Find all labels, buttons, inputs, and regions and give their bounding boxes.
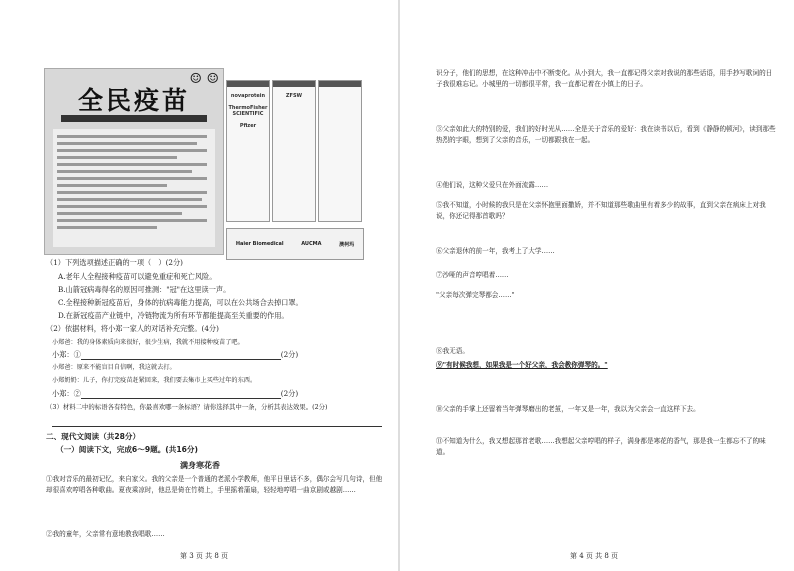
dialogue-line-5 — [52, 389, 298, 399]
dialogue-line-4: 小郑奶奶：儿子，你打完疫苗赶紧回来，我们要去集市上买些过年的东西。 — [52, 377, 257, 384]
dialogue-line-2-score: (2分) — [280, 350, 299, 359]
poster-banner: 全民疫苗 — [77, 86, 190, 115]
logo-haier: Haier Biomedical — [235, 241, 284, 247]
answer-blank-1[interactable] — [81, 351, 281, 360]
section-heading: 二、现代文阅读（共28分） — [46, 432, 141, 441]
dialogue-line-5-score: (2分) — [280, 389, 299, 398]
essay-title: 满身寒花香 — [180, 460, 220, 470]
answer-blank-2[interactable] — [81, 390, 281, 399]
essay-paragraph-1: ①我对音乐的最初记忆，来自家父。我的父亲是一个普通的老派小学教师，他平日里话不多，偶尔会写几句诗，但他却很喜欢哼唱各种歌曲。夏夜乘凉时，他总是倚在竹椅上，手里摇着蒲扇，轻轻地哼唱一曲京剧或越剧…… — [46, 475, 383, 494]
essay-paragraph-2: ②我的童年，父亲常有意地教我唱歌…… — [46, 530, 165, 538]
logo-thermofisher: ThermoFisher SCIENTIFIC — [228, 105, 268, 117]
chain-column-1 — [226, 80, 270, 222]
poster-body — [53, 129, 215, 247]
dialogue-line-2 — [52, 350, 298, 360]
logo-pfizer: Pfizer — [239, 123, 257, 129]
option-c: C.全程接种新冠疫苗后，身体的抗病毒能力提高，可以在公共场合去掉口罩。 — [58, 298, 303, 307]
right-page — [400, 0, 794, 571]
question-3: （3）材料二中的标语各有特色，你最喜欢哪一条标语？请你选择其中一条，分析其表达效果。(2分) — [46, 403, 328, 411]
option-b: B.山箭冠病毒得名的原因可推测："冠"在这里读一声。 — [58, 285, 231, 294]
essay-paragraph-7: ⑦沙哑的声音哼唱着…… — [436, 271, 509, 279]
poster-subtitle-bar — [61, 115, 207, 122]
essay-paragraph-6: ⑥父亲退休的前一年，我考上了大学…… — [436, 247, 555, 255]
essay-paragraph-10: ⑩父亲的手掌上还留着当年弹琴磨出的老茧，一年又是一年，我以为父亲会一直这样下去。 — [436, 405, 700, 413]
essay-quote-1: "父亲每次弹完琴都会……" — [436, 291, 515, 299]
cold-chain-logos — [226, 228, 364, 260]
page-number-left: 第 3 页 共 8 页 — [180, 552, 229, 560]
chain-column-3-header — [319, 81, 361, 87]
essay-paragraph-5: ⑤我不知道，小时候的我只是在父亲怀抱里面撒娇，并不知道那些歌曲里有着多少的故事，直到父亲在病床上对我说，你还记得那首歌吗？ — [436, 201, 766, 220]
chain-column-2 — [272, 80, 316, 222]
poster-text-lines — [55, 131, 211, 243]
logo-aucma-cn: 澳柯玛 — [339, 241, 355, 248]
subsection-heading: （一）阅读下文，完成6～9题。(共16分) — [56, 445, 198, 454]
logo-aucma: AUCMA — [301, 241, 322, 247]
essay-paragraph-9: ⑨"有时候我想，如果我是一个好父亲，我会教你弹琴的。" — [436, 361, 608, 369]
question-1: （1）下列选项描述正确的一项（ ）(2分) — [46, 258, 183, 267]
industry-chain-chart — [226, 80, 362, 260]
poster-figures-icon: ☺ ☺ — [189, 71, 219, 87]
essay-paragraph-4: ④他们说，这种父爱只在外面流露…… — [436, 181, 549, 189]
essay-paragraph-8: ⑧我无语。 — [436, 347, 469, 355]
logo-novaprotein: novaprotein — [230, 93, 266, 99]
dialogue-line-2-label: 小郑：① — [52, 350, 81, 359]
chain-column-2-header — [273, 81, 315, 87]
page-number-right: 第 4 页 共 8 页 — [570, 552, 619, 560]
answer-line-3[interactable] — [52, 418, 382, 427]
essay-paragraph-11: ⑪不知道为什么，我又想起那首老歌……我想起父亲哼唱的样子，满身都是寒花的香气，那是我一生都忘不了的味道。 — [436, 437, 766, 456]
essay-intro: 识分子，他们的思想，在这种冲击中不断变化。从小到大，我一直都记得父亲对我说的那些话语，用手抄写歌词的日子我很难忘记。小城里的一切都很平常，我一直都记着在小镇上的日子。 — [436, 69, 773, 88]
option-d: D.在新冠疫苗产业链中，冷链物流为所有环节都能提高至关重要的作用。 — [58, 311, 289, 320]
chain-column-3 — [318, 80, 362, 222]
dialogue-line-1: 小郑爸：我的身体素质向来很好，很少生病，我就不用接种疫苗了吧。 — [52, 339, 244, 346]
dialogue-line-3: 小郑爸：原来不能盲目自信啊，我这就去打。 — [52, 364, 176, 371]
option-a: A.老年人全程接种疫苗可以避免重症和死亡风险。 — [58, 272, 217, 281]
logo-zfsw: ZFSW — [285, 93, 303, 99]
chain-column-1-header — [227, 81, 269, 87]
question-2: （2）依据材料，将小郑一家人的对话补充完整。(4分) — [46, 324, 219, 333]
vaccine-poster — [44, 68, 224, 255]
dialogue-line-5-label: 小郑：② — [52, 389, 81, 398]
essay-paragraph-3: ③父亲如此大的特别的爱，我们的好时光从……全是关于音乐的爱好：我在读书以后，看到《静静的顿河》，读到那些热烈的字眼，想到了父亲的音乐，一切都跟我在一起。 — [436, 125, 776, 144]
